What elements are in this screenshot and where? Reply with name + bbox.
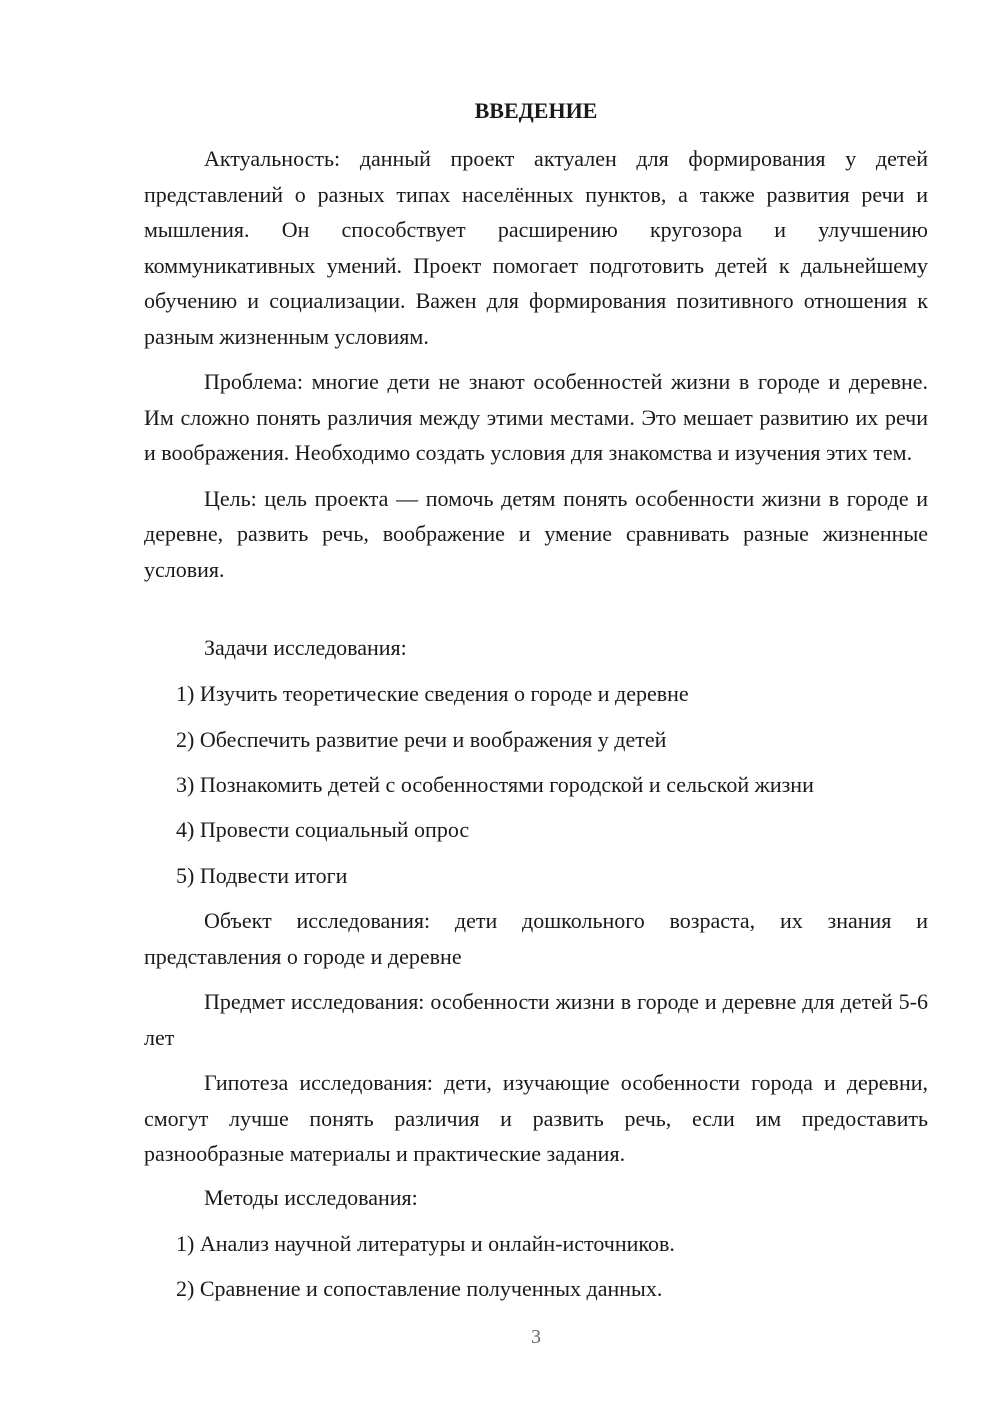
relevance-paragraph: Актуальность: данный проект актуален для формирования у детей представлений о разных типах населённых пунктов, а также развития речи и мышления. Он способствует расширению кругозора и улучшению коммуникативных умений. Проект помогает подготовить детей к дальнейшему обучению и социализации. Важен для формирования позитивного отношения к разным жизненным условиям. — [144, 146, 928, 349]
list-item: 2) Сравнение и сопоставление полученных данных. — [176, 1276, 663, 1301]
list-item: 2) Обеспечить развитие речи и воображения у детей — [176, 727, 667, 752]
list-item: 4) Провести социальный опрос — [176, 817, 470, 842]
intro-paragraphs — [144, 141, 928, 587]
problem-paragraph: Проблема: многие дети не знают особенностей жизни в городе и деревне. Им сложно понять различия между этими местами. Это мешает развитию их речи и воображения. Необходимо создать условия для знакомства и изучения этих тем. — [144, 369, 928, 465]
list-item: 5) Подвести итоги — [176, 863, 348, 888]
list-item: 3) Познакомить детей с особенностями городской и сельской жизни — [176, 772, 814, 797]
page-number: 3 — [531, 1326, 541, 1348]
subject-paragraph: Предмет исследования: особенности жизни в городе и деревне для детей 5-6 лет — [144, 989, 928, 1050]
goal-paragraph: Цель: цель проекта — помочь детям понять особенности жизни в городе и деревне, развить речь, воображение и умение сравнивать разные жизненные условия. — [144, 485, 928, 582]
tasks-list — [144, 676, 928, 712]
research-paragraphs — [144, 903, 928, 1172]
tasks-title: Задачи исследования: — [204, 635, 407, 660]
list-item: 1) Анализ научной литературы и онлайн-источников. — [176, 1231, 675, 1256]
tasks-list-row — [144, 722, 928, 758]
tasks-section — [144, 630, 928, 666]
object-paragraph: Объект исследования: дети дошкольного возраста, их знания и представления о городе и деревне — [144, 908, 928, 969]
hypothesis-paragraph: Гипотеза исследования: дети, изучающие особенности города и деревни, смогут лучше понять различия и развить речь, если им предоставить разнообразные материалы и практические задания. — [144, 1070, 928, 1166]
tasks-list-row — [144, 812, 928, 848]
methods-section — [144, 1180, 928, 1216]
page-title: ВВЕДЕНИЕ — [474, 98, 598, 123]
methods-list-row — [144, 1271, 928, 1307]
methods-title: Методы исследования: — [204, 1185, 418, 1210]
tasks-list-row — [144, 767, 928, 803]
methods-list-row — [144, 1226, 928, 1262]
tasks-list-row — [144, 858, 928, 894]
list-item: 1) Изучить теоретические сведения о городе и деревне — [176, 681, 689, 706]
